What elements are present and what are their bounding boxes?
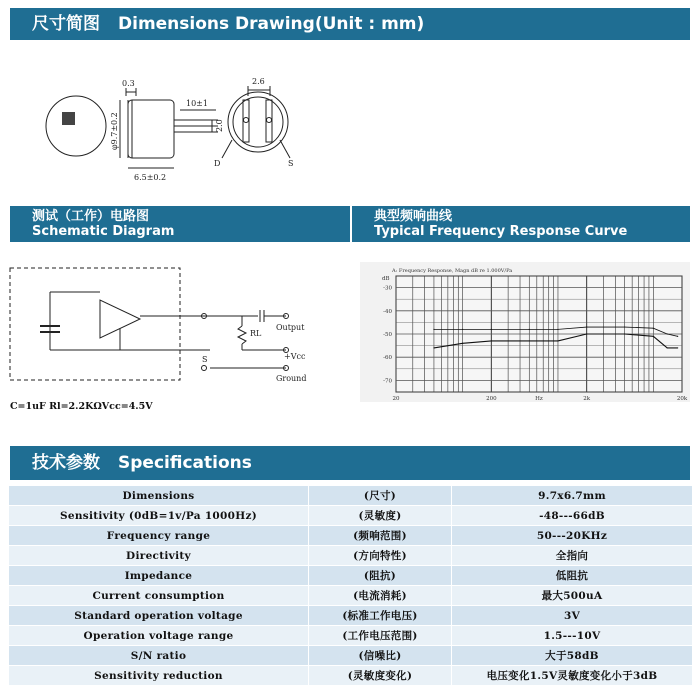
spec-row xyxy=(9,646,693,666)
circuit-formula: C=1uF Rl=2.2KΩVcc=4.5V xyxy=(10,401,153,412)
spec-name: Dimensions xyxy=(9,486,309,506)
chart-point xyxy=(462,343,463,344)
spec-name-cn: (尺寸) xyxy=(309,486,452,506)
chart-point xyxy=(462,329,463,330)
spec-value: 大于58dB xyxy=(452,646,693,666)
schematic-diagram xyxy=(0,260,350,400)
mic-side-view xyxy=(128,100,174,158)
rl-label: RL xyxy=(250,329,262,338)
specs-table xyxy=(8,485,693,686)
chart-point xyxy=(677,336,678,337)
chart-point xyxy=(677,347,678,348)
schematic-header-en: Schematic Diagram xyxy=(32,224,175,239)
spec-row xyxy=(9,626,693,646)
pin-d-label: D xyxy=(214,159,221,168)
spec-name: Standard operation voltage xyxy=(9,606,309,626)
spec-value: 电压变化1.5V灵敏度变化小于3dB xyxy=(452,666,693,686)
spec-value: 9.7x6.7mm xyxy=(452,486,693,506)
spec-name: Current consumption xyxy=(9,586,309,606)
load-resistor xyxy=(238,326,246,344)
chart-y-unit: dB xyxy=(382,276,390,282)
chart-y-tick: -70 xyxy=(383,378,392,385)
chart-x-tick: 2k xyxy=(583,396,591,402)
spec-name: Directivity xyxy=(9,546,309,566)
chart-x-tick: Hz xyxy=(535,396,543,402)
spec-row xyxy=(9,506,693,526)
chart-point xyxy=(529,329,530,330)
frequency-response-chart xyxy=(360,262,690,402)
chart-y-tick: -50 xyxy=(383,332,392,338)
spec-name: Frequency range xyxy=(9,526,309,546)
chart-point xyxy=(624,326,625,327)
spec-name-cn: (电流消耗) xyxy=(309,586,452,606)
spec-name: Sensitivity reduction xyxy=(9,666,309,686)
spec-name: Operation voltage range xyxy=(9,626,309,646)
specs-header-en: Specifications xyxy=(118,453,252,473)
response-header xyxy=(352,206,690,242)
spec-name: Impedance xyxy=(9,566,309,586)
spec-row xyxy=(9,606,693,626)
dim-pin-length: 10±1 xyxy=(186,99,208,108)
spec-value: 全指向 xyxy=(452,546,693,566)
spec-value: 3V xyxy=(452,606,693,626)
spec-name: Sensitivity (0dB=1v/Pa 1000Hz) xyxy=(9,506,309,526)
spec-name-cn: (标准工作电压) xyxy=(309,606,452,626)
spec-row xyxy=(9,566,693,586)
chart-caption: A: Frequency Response, Magn dB re 1.000V/Pa xyxy=(392,268,513,274)
chart-x-tick: 20 xyxy=(392,396,400,402)
dim-height: 6.5±0.2 xyxy=(134,173,167,182)
dimensions-header xyxy=(10,8,690,40)
dimensions-header-en: Dimensions Drawing(Unit : mm) xyxy=(118,14,425,34)
chart-point xyxy=(667,347,668,348)
chart-point xyxy=(433,347,434,348)
spec-name-cn: (灵敏度变化) xyxy=(309,666,452,686)
response-header-cn: 典型频响曲线 xyxy=(374,209,453,224)
mic-back-view xyxy=(228,92,288,152)
spec-row xyxy=(9,666,693,686)
vcc-label: +Vcc xyxy=(284,352,306,361)
spec-value: 50---20KHz xyxy=(452,526,693,546)
chart-point xyxy=(653,336,654,337)
spec-name-cn: (阻抗) xyxy=(309,566,452,586)
spec-value: 最大500uA xyxy=(452,586,693,606)
spec-row xyxy=(9,486,693,506)
output-label: Output xyxy=(276,323,305,332)
spec-name-cn: (工作电压范围) xyxy=(309,626,452,646)
dim-pin-pitch: 2.0 xyxy=(215,119,224,132)
chart-point xyxy=(667,333,668,334)
chart-point xyxy=(624,333,625,334)
chart-point xyxy=(586,326,587,327)
spec-name: S/N ratio xyxy=(9,646,309,666)
chart-y-tick: -60 xyxy=(383,355,392,362)
spec-name-cn: (灵敏度) xyxy=(309,506,452,526)
chart-x-tick: 20k xyxy=(676,396,688,402)
schematic-header-cn: 测试（工作）电路图 xyxy=(32,209,150,224)
spec-value: -48---66dB xyxy=(452,506,693,526)
dim-pin-spacing: 2.6 xyxy=(252,77,265,86)
spec-value: 1.5---10V xyxy=(452,626,693,646)
pin-s-label: S xyxy=(288,159,294,168)
specs-header-cn: 技术参数 xyxy=(32,453,100,473)
dim-top-thickness: 0.3 xyxy=(122,79,135,88)
chart-point xyxy=(491,329,492,330)
chart-point xyxy=(557,329,558,330)
spec-name-cn: (频响范围) xyxy=(309,526,452,546)
chart-point xyxy=(491,340,492,341)
spec-name-cn: (信噪比) xyxy=(309,646,452,666)
chart-y-tick: -40 xyxy=(383,308,392,315)
chart-x-tick: 200 xyxy=(486,396,497,402)
dimensions-drawing xyxy=(0,60,700,200)
ground-label: Ground xyxy=(276,374,307,383)
spec-name-cn: (方向特性) xyxy=(309,546,452,566)
specs-header xyxy=(10,446,690,480)
dim-diameter: φ9.7±0.2 xyxy=(110,112,119,150)
spec-row xyxy=(9,526,693,546)
chart-y-tick: -30 xyxy=(383,285,392,292)
dimensions-header-cn: 尺寸简图 xyxy=(32,14,100,34)
spec-row xyxy=(9,586,693,606)
chart-point xyxy=(529,340,530,341)
spec-row xyxy=(9,546,693,566)
chart-point xyxy=(586,333,587,334)
schematic-header xyxy=(10,206,350,242)
chart-point xyxy=(433,329,434,330)
mic-module-boundary xyxy=(10,268,180,380)
response-header-en: Typical Frequency Response Curve xyxy=(374,224,628,239)
chart-point xyxy=(557,340,558,341)
mic-front-view xyxy=(46,96,106,156)
s-label: S xyxy=(202,355,208,364)
chart-point xyxy=(653,328,654,329)
spec-value: 低阻抗 xyxy=(452,566,693,586)
